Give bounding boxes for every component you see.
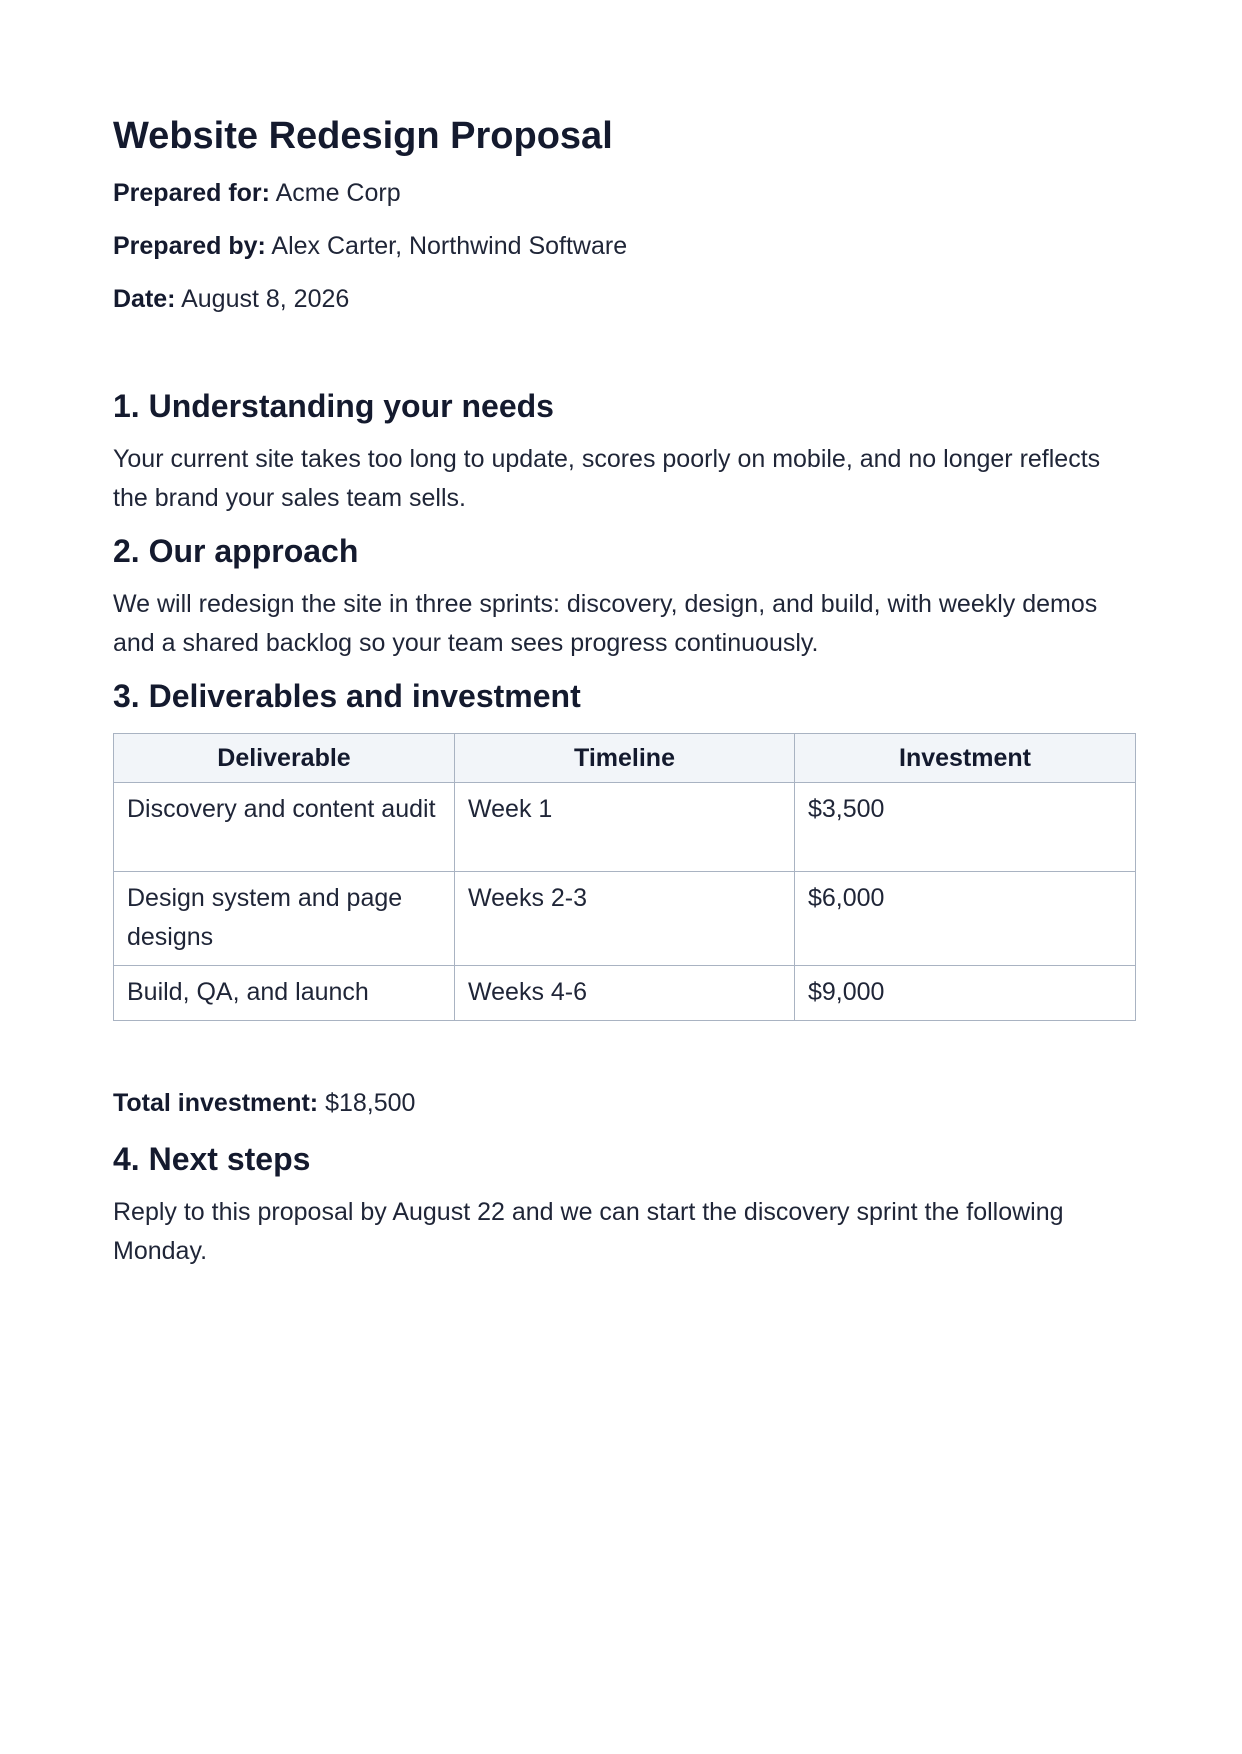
- total-investment-value: $18,500: [325, 1089, 416, 1117]
- prepared-by-line: [113, 229, 627, 263]
- date-line: [113, 282, 349, 316]
- section-heading-needs: 1. Understanding your needs: [113, 388, 554, 424]
- total-investment-line: [113, 1086, 415, 1120]
- date-label: Date:: [113, 285, 176, 313]
- timeline-cell: Weeks 4-6: [455, 966, 795, 1021]
- total-investment-label: Total investment:: [113, 1089, 319, 1117]
- section-heading-approach: 2. Our approach: [113, 533, 359, 569]
- column-header-investment: Investment: [795, 734, 1136, 783]
- prepared-for-label: Prepared for:: [113, 179, 270, 207]
- timeline-cell: Weeks 2-3: [455, 872, 795, 966]
- table-row: [114, 966, 1136, 1021]
- deliverable-cell: Build, QA, and launch: [114, 966, 455, 1021]
- deliverable-cell: Discovery and content audit: [114, 783, 455, 872]
- prepared-for-line: [113, 176, 401, 210]
- document-title: Website Redesign Proposal: [113, 115, 613, 157]
- investment-cell: $3,500: [795, 783, 1136, 872]
- deliverables-table: [113, 733, 1136, 1021]
- prepared-by-value: Alex Carter, Northwind Software: [271, 232, 628, 260]
- section-body-next-steps: Reply to this proposal by August 22 and we can start the discovery sprint the following Monday.: [113, 1198, 1064, 1265]
- section-heading-next-steps: 4. Next steps: [113, 1141, 311, 1177]
- column-header-timeline: Timeline: [455, 734, 795, 783]
- deliverable-cell: Design system and page designs: [114, 872, 455, 966]
- table-row: [114, 872, 1136, 966]
- prepared-for-value: Acme Corp: [275, 179, 401, 207]
- table-header-row: [114, 734, 1136, 783]
- section-heading-deliverables: 3. Deliverables and investment: [113, 678, 581, 714]
- section-body-needs: Your current site takes too long to update, scores poorly on mobile, and no longer reflects the brand your sales team sells.: [113, 445, 1101, 512]
- investment-cell: $9,000: [795, 966, 1136, 1021]
- table-row: [114, 783, 1136, 872]
- column-header-deliverable: Deliverable: [114, 734, 455, 783]
- date-value: August 8, 2026: [181, 285, 350, 313]
- investment-cell: $6,000: [795, 872, 1136, 966]
- section-body-approach: We will redesign the site in three sprints: discovery, design, and build, with weekly demos and a shared backlog so your team sees progress continuously.: [113, 590, 1098, 657]
- timeline-cell: Week 1: [455, 783, 795, 872]
- prepared-by-label: Prepared by:: [113, 232, 266, 260]
